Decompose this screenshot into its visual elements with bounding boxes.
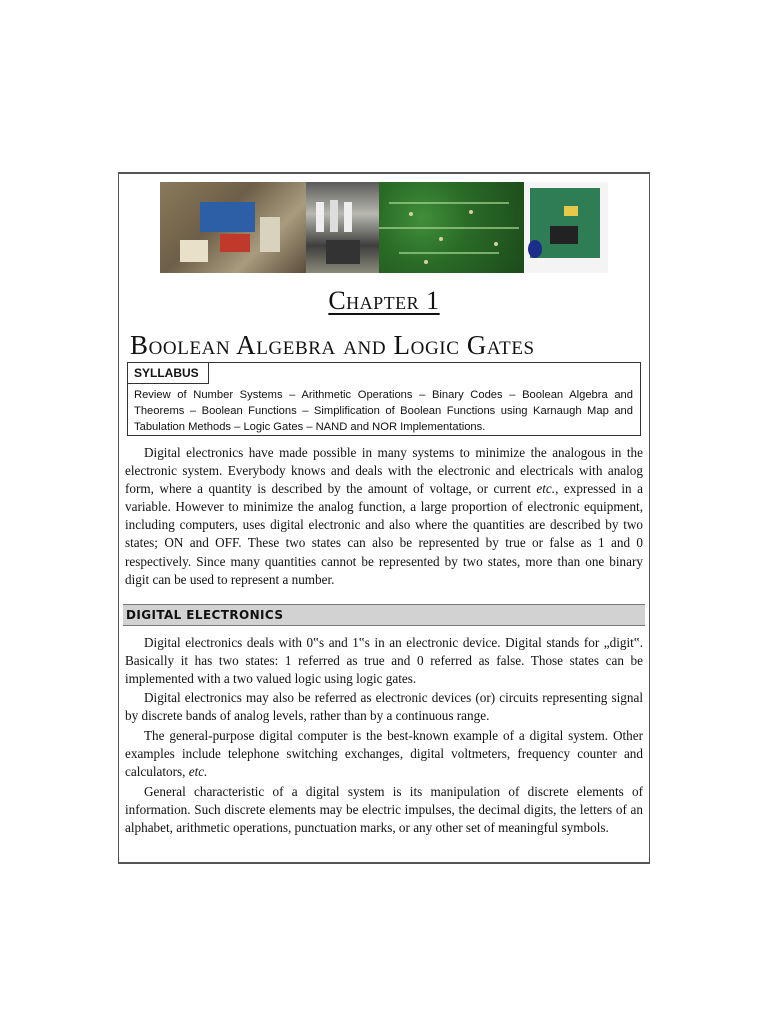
intro-paragraph: Digital electronics have made possible in many systems to minimize the analogous in the electronic system. Everybody knows and deals with the electronic and electricals with analog form, where a quantity is described by the amount of voltage, or current etc., expressed in a variable. However to minimize the analog function, a large proportion of electronic equipment, including computers, uses digital electronic and also where the quantities are described by two states; ON and OFF. These two states can also be represented by true or false as 1 and 0 respectively. Since many quantities cannot be represented by two states, more than one binary digit can be used to represent a number.: [125, 445, 644, 587]
circuit-components-photo: [306, 182, 379, 273]
green-pcb-photo: [379, 182, 524, 273]
syllabus-label: SYLLABUS: [127, 362, 209, 384]
section-paragraph-4: General characteristic of a digital system is its manipulation of discrete elements of information. Such discrete elements may be electric impulses, the decimal digits, the letters of an alphabet, arithmetic operations, punctuation marks, or any other set of meaningful symbols.: [125, 784, 643, 836]
syllabus-text: Review of Number Systems – Arithmetic Operations – Binary Codes – Boolean Algebra and Theorems – Boolean Functions – Simplification of Boolean Functions using Karnaugh Map and Tabulation Methods – Logic Gates – NAND and NOR Implementations.: [134, 389, 633, 433]
breadboard-photo: [160, 182, 306, 273]
control-board-photo: [524, 182, 608, 273]
chapter-title: Boolean Algebra and Logic Gates: [130, 330, 535, 360]
section-paragraph-3: The general-purpose digital computer is the best-known example of a digital system. Other examples include telephone switching exchanges, digital voltmeters, frequency counter and calculators, etc.: [125, 728, 643, 780]
section-paragraph-2: Digital electronics may also be referred as electronic devices (or) circuits representing signal by discrete bands of analog levels, rather than by a continuous range.: [125, 690, 643, 724]
section-heading: DIGITAL ELECTRONICS: [126, 608, 284, 622]
chapter-banner-image: [160, 182, 608, 273]
section-paragraph-1: Digital electronics deals with 0‟s and 1‟s in an electronic device. Digital stands for „digit‟. Basically it has two states: 1 referred as true and 0 referred as false. Those states can be implemented with a two valued logic using logic gates.: [125, 635, 643, 687]
chapter-label: Chapter 1: [328, 286, 440, 315]
